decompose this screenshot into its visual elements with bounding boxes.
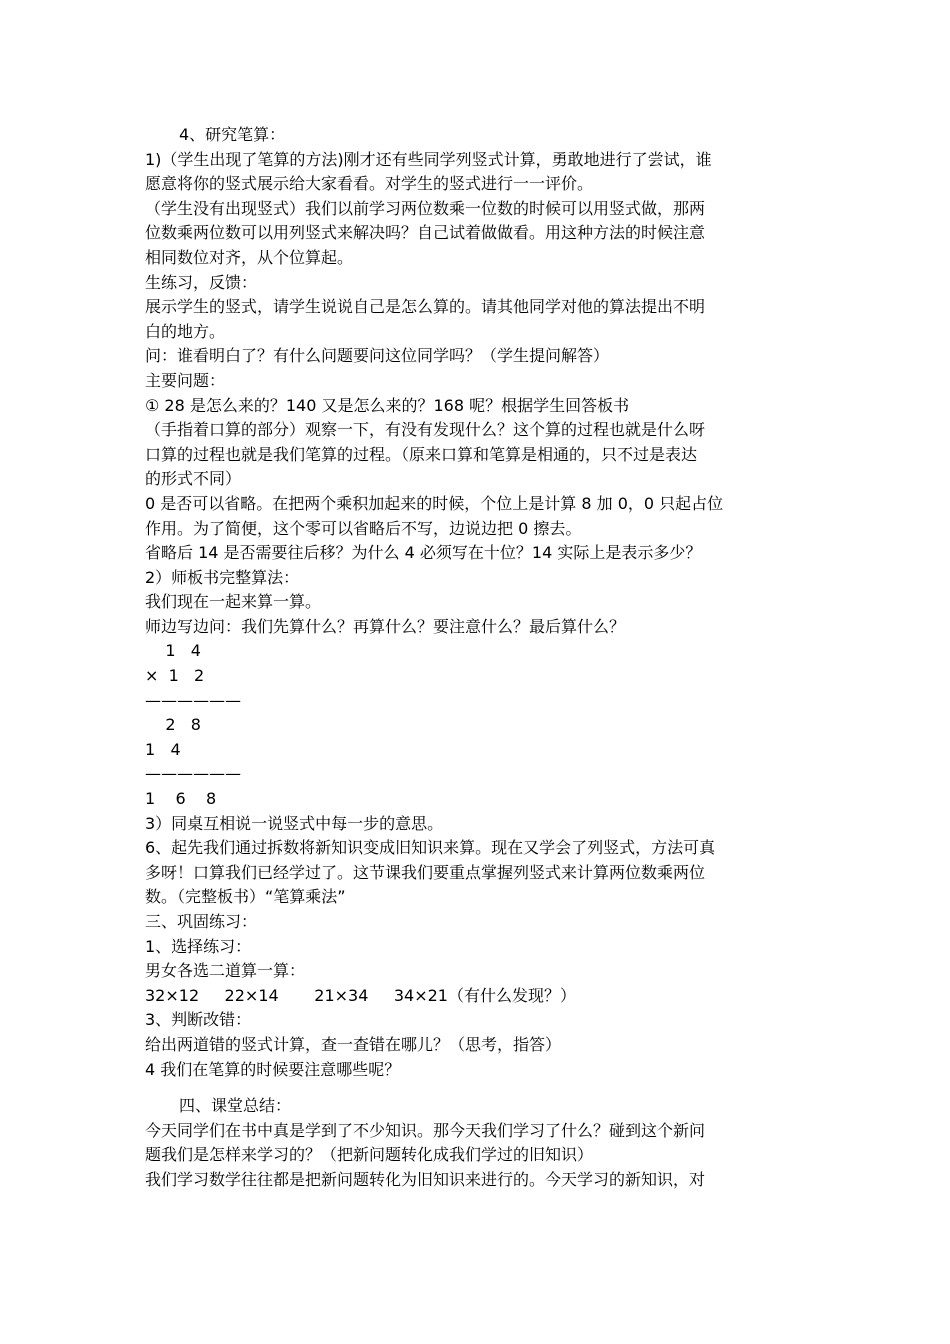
paragraph-line: 作用。为了简便，这个零可以省略后不写，边说边把 0 擦去。 [145,518,582,538]
vertical-calc-line: 1 4 [145,641,201,661]
paragraph-line: 愿意将你的竖式展示给大家看看。对学生的竖式进行一一评价。 [145,174,594,194]
paragraph-line: 生练习，反馈： [145,272,258,292]
paragraph-line: 1、选择练习： [145,936,252,956]
exercise-line: 32×12 22×14 21×34 34×21（有什么发现？） [145,985,576,1005]
document-page [145,123,810,1193]
paragraph-line: 问：谁看明白了？有什么问题要问这位同学吗？（学生提问解答） [145,346,610,366]
paragraph-line: 的形式不同） [145,469,242,489]
vertical-calc-rule: —————— [145,690,241,710]
paragraph-line: （学生没有出现竖式）我们以前学习两位数乘一位数的时候可以用竖式做，那两 [145,198,706,218]
paragraph-line: 相同数位对齐，从个位算起。 [145,247,354,267]
paragraph-line: 题我们是怎样来学习的？（把新问题转化成我们学过的旧知识） [145,1145,594,1165]
paragraph-gap [145,1082,810,1094]
paragraph-line: 给出两道错的竖式计算，查一查错在哪儿？（思考，指答） [145,1034,562,1054]
paragraph-line: 1)（学生出现了笔算的方法)刚才还有些同学列竖式计算，勇敢地进行了尝试，谁 [145,149,712,169]
paragraph-line: 3、判断改错： [145,1010,252,1030]
paragraph-line: 省略后 14 是否需要往后移？为什么 4 必须写在十位？14 实际上是表示多少？ [145,543,702,563]
vertical-calc-line: × 1 2 [145,666,205,686]
paragraph-line: 我们现在一起来算一算。 [145,592,322,612]
paragraph-line: 6、起先我们通过拆数将新知识变成旧知识来算。现在又学会了列竖式，方法可真 [145,838,716,858]
vertical-calc-line: 1 4 [145,739,181,759]
paragraph-line: 多呀！口算我们已经学过了。这节课我们要重点掌握列竖式来计算两位数乘两位 [145,862,706,882]
vertical-calc-line: 2 8 [145,715,201,735]
paragraph-line: 展示学生的竖式，请学生说说自己是怎么算的。请其他同学对他的算法提出不明 [145,297,706,317]
paragraph-line: 男女各选二道算一算： [145,961,306,981]
paragraph-line: 0 是否可以省略。在把两个乘积加起来的时候，个位上是计算 8 加 0，0 只起占位 [145,493,724,513]
paragraph-line: 4 我们在笔算的时候要注意哪些呢？ [145,1059,401,1079]
paragraph-line: 数。（完整板书）“笔算乘法” [145,887,346,907]
paragraph-line: 师边写边问：我们先算什么？再算什么？要注意什么？最后算什么？ [145,616,626,636]
section-heading: 三、巩固练习： [145,912,258,931]
paragraph-line: 白的地方。 [145,321,226,341]
paragraph-line: 位数乘两位数可以用列竖式来解决吗？自己试着做做看。用这种方法的时候注意 [145,223,706,243]
paragraph-line: 2）师板书完整算法： [145,567,300,587]
paragraph-line: （手指着口算的部分）观察一下，有没有发现什么？这个算的过程也就是什么呀 [145,420,706,440]
paragraph-line: 口算的过程也就是我们笔算的过程。（原来口算和笔算是相通的，只不过是表达 [145,444,698,464]
vertical-calc-result: 1 6 8 [145,789,217,809]
paragraph-line: 我们学习数学往往都是把新问题转化为旧知识来进行的。今天学习的新知识，对 [145,1169,706,1189]
vertical-calc-rule: —————— [145,764,241,784]
paragraph-line: 今天同学们在书中真是学到了不少知识。那今天我们学习了什么？碰到这个新问 [145,1120,706,1140]
section-heading: 4、研究笔算： [179,125,286,144]
section-heading: 四、课堂总结： [179,1096,292,1116]
paragraph-line: ① 28 是怎么来的？140 又是怎么来的？168 呢？根据学生回答板书 [145,395,630,415]
paragraph-line: 3）同桌互相说一说竖式中每一步的意思。 [145,813,444,833]
paragraph-line: 主要问题： [145,370,226,390]
